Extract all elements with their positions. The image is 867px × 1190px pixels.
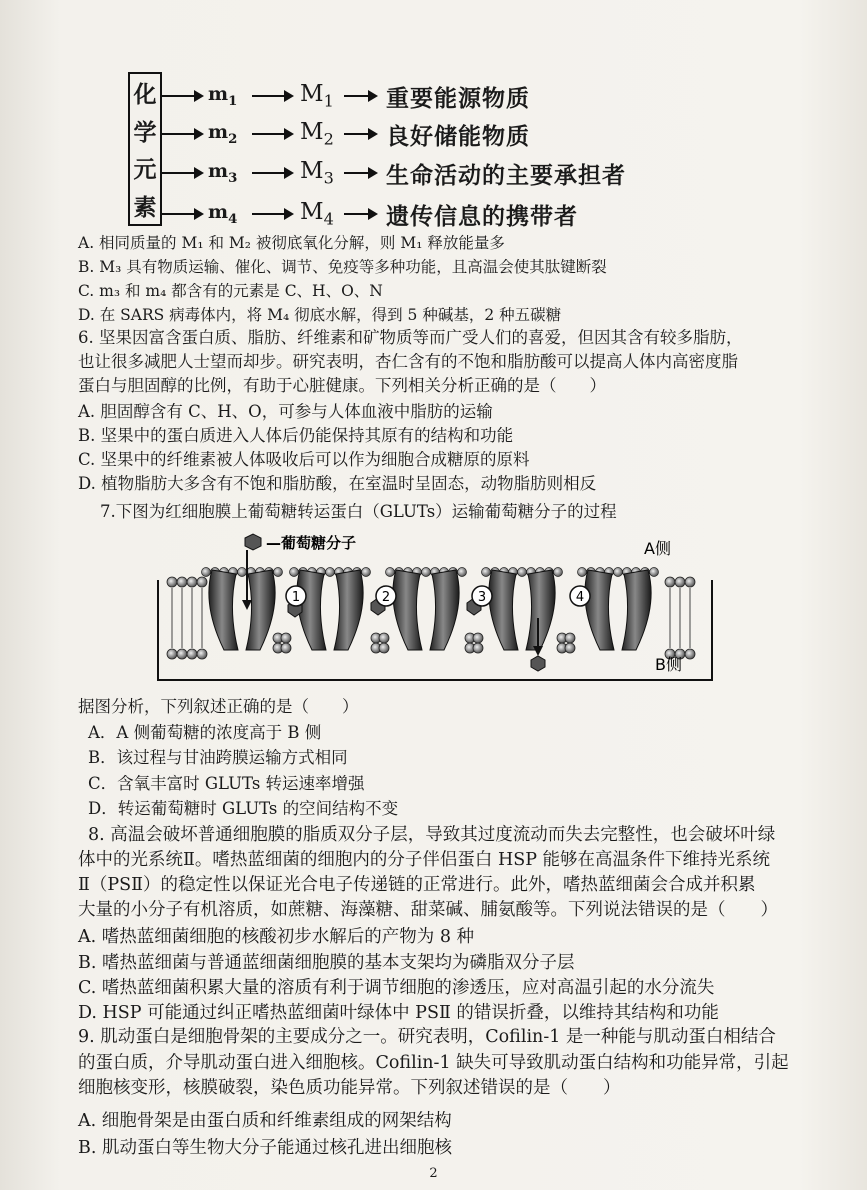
glucose-molecule-icon <box>531 656 545 671</box>
lipid-head <box>167 649 177 659</box>
q7-option-d: D．转运葡萄糖时 GLUTs 的空间结构不变 <box>88 799 399 818</box>
role-label: 遗传信息的携带者 <box>386 202 578 230</box>
lipid-head <box>650 568 659 577</box>
q7-stem: 7.下图为红细胞膜上葡萄糖转运蛋白（GLUTs）运输葡萄糖分子的过程 <box>100 502 617 521</box>
step-number: 3 <box>477 590 487 605</box>
q5-option-a: A. 相同质量的 M₁ 和 M₂ 被彻底氧化分解，则 M₁ 释放能量多 <box>78 234 505 252</box>
q9-stem-line: 的蛋白质，介导肌动蛋白进入细胞核。Cofilin-1 缺失可导致肌动蛋白结构和功能异常，引起 <box>78 1053 789 1073</box>
lipid-head <box>565 633 575 643</box>
element-char: 素 <box>133 193 157 221</box>
lipid-head <box>281 643 291 653</box>
chain-row-4: $m_4$ $M_4$ 遗传信息的携带者 <box>160 198 578 230</box>
lipid-head <box>177 649 187 659</box>
lipid-head <box>675 577 685 587</box>
lipid-head <box>482 568 491 577</box>
q5-option-c: C. m₃ 和 m₄ 都含有的元素是 C、H、O、N <box>78 282 383 300</box>
glut-subunit <box>209 570 238 650</box>
q5-option-d: D. 在 SARS 病毒体内，将 M₄ 彻底水解，得到 5 种碱基，2 种五碳糖 <box>78 306 562 324</box>
chain-row-1: $m_1$ $M_1$ 重要能源物质 <box>160 80 530 112</box>
lipid-head <box>386 568 395 577</box>
q8-option-a: A. 嗜热蓝细菌细胞的核酸初步水解后的产物为 8 种 <box>78 927 475 947</box>
arrow-icon <box>160 172 202 174</box>
lipid-head <box>473 633 483 643</box>
glut-subunit <box>430 570 459 650</box>
glut-subunit <box>393 570 422 650</box>
arrow-icon <box>160 95 202 97</box>
lipid-head <box>685 649 695 659</box>
q9-option-b: B. 肌动蛋白等生物大分子能通过核孔进出细胞核 <box>78 1138 452 1158</box>
arrow-icon <box>344 213 376 215</box>
lipid-head <box>281 633 291 643</box>
q6-option-b: B. 坚果中的蛋白质进入人体后仍能保持其原有的结构和功能 <box>78 426 514 445</box>
lipid-head <box>187 649 197 659</box>
chemical-elements-box <box>128 72 162 226</box>
q8-option-b: B. 嗜热蓝细菌与普通蓝细菌细胞膜的基本支架均为磷脂双分子层 <box>78 953 575 973</box>
lipid-head <box>326 568 335 577</box>
q7-option-b: B．该过程与甘油跨膜运输方式相同 <box>88 748 348 767</box>
role-label: 生命活动的主要承担者 <box>386 161 626 189</box>
chain-row-3: $m_3$ $M_3$ 生命活动的主要承担者 <box>160 157 626 189</box>
glut-subunit <box>585 570 614 650</box>
lipid-head <box>554 568 563 577</box>
q6-option-a: A. 胆固醇含有 C、H、O，可参与人体血液中脂肪的运输 <box>78 402 493 421</box>
step-number: 1 <box>291 590 301 605</box>
lipid-head <box>197 577 207 587</box>
side-a-label: A侧 <box>644 539 671 558</box>
arrow-icon <box>160 213 202 215</box>
step-number: 4 <box>575 590 585 605</box>
lipid-head <box>362 568 371 577</box>
arrow-icon <box>252 213 292 215</box>
arrow-icon <box>344 133 376 135</box>
role-label: 良好储能物质 <box>386 122 530 150</box>
lipid-head <box>578 568 587 577</box>
arrow-icon <box>344 172 376 174</box>
glut-subunit <box>334 570 363 650</box>
lipid-head <box>458 568 467 577</box>
q9-stem-line: 9. 肌动蛋白是细胞骨架的主要成分之一。研究表明，Cofilin-1 是一种能与肌动蛋白相结合 <box>78 1027 776 1047</box>
q6-option-c: C. 坚果中的纤维素被人体吸收后可以作为细胞合成糖原的原料 <box>78 450 530 469</box>
element-char: 学 <box>133 118 157 146</box>
glut-subunit <box>489 570 518 650</box>
lipid-head <box>177 577 187 587</box>
q8-stem-line: 体中的光系统Ⅱ。嗜热蓝细菌的细胞内的分子伴侣蛋白 HSP 能够在高温条件下维持光系统 <box>78 850 771 870</box>
lipid-head <box>685 577 695 587</box>
q9-option-a: A. 细胞骨架是由蛋白质和纤维素组成的网架结构 <box>78 1111 452 1131</box>
glut-membrane-figure <box>150 530 720 690</box>
arrow-icon <box>344 95 376 97</box>
q9-stem-line: 细胞核变形，核膜破裂，染色质功能异常。下列叙述错误的是（ ） <box>78 1078 621 1098</box>
chain-row-2: $m_2$ $M_2$ 良好储能物质 <box>160 118 530 150</box>
lipid-head <box>614 568 623 577</box>
lipid-head <box>565 643 575 653</box>
q8-option-d: D. HSP 可能通过纠正嗜热蓝细菌叶绿体中 PSⅡ 的错误折叠，以维持其结构和功能 <box>78 1003 719 1023</box>
lipid-head <box>422 568 431 577</box>
step-number: 2 <box>381 590 391 605</box>
lipid-head <box>274 568 283 577</box>
element-char: 化 <box>133 81 157 109</box>
glucose-molecule-icon <box>245 534 261 550</box>
legend-label: —葡萄糖分子 <box>266 534 357 552</box>
arrow-icon <box>252 95 292 97</box>
q6-option-d: D. 植物脂肪大多含有不饱和脂肪酸，在室温时呈固态，动物脂肪则相反 <box>78 474 597 493</box>
element-char: 元 <box>133 156 157 184</box>
lipid-head <box>473 643 483 653</box>
lipid-head <box>379 633 389 643</box>
q8-option-c: C. 嗜热蓝细菌积累大量的溶质有利于调节细胞的渗透压，应对高温引起的水分流失 <box>78 978 715 998</box>
arrow-icon <box>252 172 292 174</box>
q8-stem-line: 大量的小分子有机溶质，如蔗糖、海藻糖、甜菜碱、脯氨酸等。下列说法错误的是（ ） <box>78 900 778 920</box>
q7-option-a: A．A 侧葡萄糖的浓度高于 B 侧 <box>88 723 322 742</box>
lipid-head <box>290 568 299 577</box>
glut-subunit <box>526 570 555 650</box>
lipid-head <box>187 577 197 587</box>
lipid-head <box>197 649 207 659</box>
glut-subunit <box>246 570 275 650</box>
glut-subunit <box>622 570 651 650</box>
q8-stem-line: 8. 高温会破坏普通细胞膜的脂质双分子层，导致其过度流动而失去完整性，也会破坏叶绿 <box>88 825 776 845</box>
q7-option-c: C．含氧丰富时 GLUTs 转运速率增强 <box>88 774 365 793</box>
arrow-head-icon <box>533 646 543 656</box>
lipid-head <box>238 568 247 577</box>
page-number: 2 <box>429 1166 438 1181</box>
side-b-label: B侧 <box>655 655 682 674</box>
q6-stem-line: 蛋白与胆固醇的比例，有助于心脏健康。下列相关分析正确的是（ ） <box>78 376 606 395</box>
q6-stem-line: 也让很多减肥人士望而却步。研究表明，杏仁含有的不饱和脂肪酸可以提高人体内高密度脂 <box>78 352 738 371</box>
q7-question: 据图分析，下列叙述正确的是（ ） <box>78 697 359 716</box>
arrow-icon <box>252 133 292 135</box>
q6-stem-line: 6. 坚果因富含蛋白质、脂肪、纤维素和矿物质等而广受人们的喜爱，但因其含有较多脂肪， <box>78 328 743 347</box>
arrow-head-icon <box>242 600 252 610</box>
role-label: 重要能源物质 <box>386 84 530 112</box>
lipid-head <box>665 577 675 587</box>
lipid-head <box>379 643 389 653</box>
q8-stem-line: Ⅱ（PSⅡ）的稳定性以保证光合电子传递链的正常进行。此外，嗜热蓝细菌会合成并积累 <box>78 875 756 895</box>
q5-option-b: B. M₃ 具有物质运输、催化、调节、免疫等多种功能，且高温会使其肽键断裂 <box>78 258 607 276</box>
arrow-icon <box>160 133 202 135</box>
lipid-head <box>167 577 177 587</box>
lipid-head <box>518 568 527 577</box>
lipid-head <box>202 568 211 577</box>
